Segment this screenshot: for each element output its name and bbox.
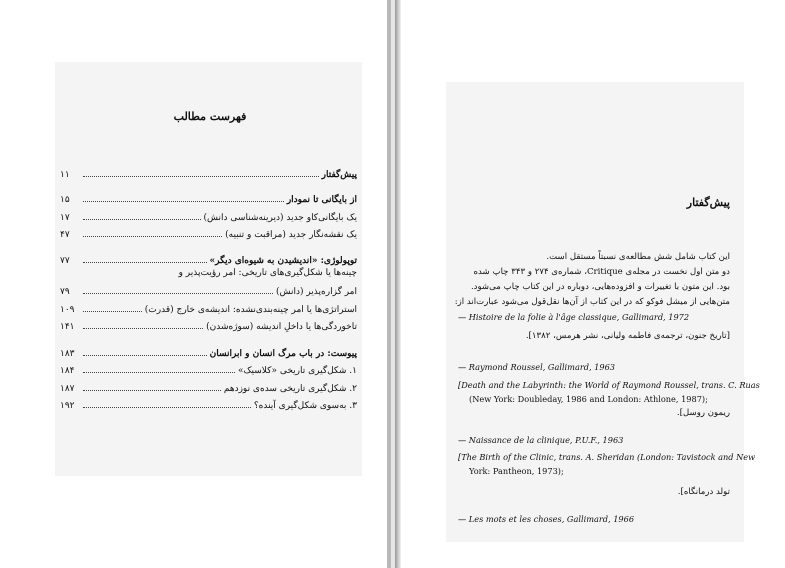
preface-line: بود. این متون با تغییرات و افزوده‌هایی، دوباره در این کتاب چاپ می‌شود. xyxy=(470,282,730,292)
translation-note: [تاریخ جنون، ترجمه‌ی فاطمه ولیانی، نشر هرمس، ۱۳۸۲]. xyxy=(525,331,730,341)
toc-leader xyxy=(83,201,284,202)
toc-leader xyxy=(83,236,222,237)
toc-leader xyxy=(83,311,142,312)
toc-leader xyxy=(83,390,221,391)
toc-label: پیوست: در باب مرگ انسان و ابرانسان xyxy=(209,349,357,359)
toc-page-number: ۱۸۳ xyxy=(60,349,75,359)
toc-entry xyxy=(60,191,357,205)
toc-leader xyxy=(83,262,207,263)
toc-page-number: ۱۹۲ xyxy=(60,401,75,411)
preface-line: متن‌هایی از میشل فوکو که در این کتاب از آن‌ها نقل‌قول می‌شود عبارت‌اند از: xyxy=(454,297,730,307)
toc-label: یک نقشه‌نگار جدید (مراقبت و تنبیه) xyxy=(225,230,357,240)
toc-entry xyxy=(60,166,357,180)
toc-leader xyxy=(83,328,203,329)
toc-page-number: ۱۴۱ xyxy=(60,322,75,332)
toc-label: ۱. شکل‌گیری تاریخی «کلاسیک» xyxy=(237,366,357,376)
toc-page-number: ۴۷ xyxy=(60,230,70,240)
preface-title: پیش‌گفتار xyxy=(686,196,730,209)
toc-page-number: ۱۸۷ xyxy=(60,384,75,394)
toc-page-number: ۷۷ xyxy=(60,256,70,266)
toc-leader xyxy=(83,219,201,220)
toc-label: ۲. شکل‌گیری تاریخی سده‌ی نوزدهم xyxy=(223,384,357,394)
toc-label: استراتژی‌ها یا امر چینه‌بندی‌نشده: اندیشه‌ی خارج (قدرت) xyxy=(144,305,357,315)
toc-page-number: ۱۷ xyxy=(60,213,70,223)
preface-line: دو متن اول نخست در مجله‌ی Critique، شماره‌ی ۲۷۴ و ۳۴۳ چاپ شده xyxy=(473,267,730,277)
toc-label: یک بایگانی‌کاو جدید (دیرینه‌شناسی دانش) xyxy=(203,213,357,223)
bibliography-entry: — Naissance de la clinique, P.U.F., 1963 xyxy=(458,435,624,445)
toc-entry xyxy=(60,318,357,332)
toc-label: از بایگانی تا نمودار xyxy=(286,195,357,205)
toc-leader xyxy=(83,355,207,356)
toc-label: تاخوردگی‌ها یا داخلِ اندیشه (سوژه‌شدن) xyxy=(206,322,357,332)
toc-leader xyxy=(83,407,251,408)
toc-entry xyxy=(60,226,357,240)
toc-entry xyxy=(60,345,357,359)
toc-label: توپولوژی: «اندیشیدن به شیوه‌ای دیگر» xyxy=(209,256,357,266)
toc-title: فهرست مطالب xyxy=(173,110,247,123)
toc-entry xyxy=(60,362,357,376)
page-gutter-shadow xyxy=(395,0,401,568)
translation-note: ریمون روسل]. xyxy=(676,408,730,418)
toc-entry xyxy=(60,380,357,394)
toc-leader xyxy=(83,293,273,294)
toc-page-number: ۱۸۴ xyxy=(60,366,75,376)
toc-entry xyxy=(60,209,357,223)
toc-entry xyxy=(60,283,357,297)
preface-line: این کتاب شامل شش مطالعه‌ی نسبتاً مستقل است. xyxy=(546,252,730,262)
toc-label-continued: چینه‌ها یا شکل‌گیری‌های تاریخی: امر رؤیت‌پذیر و xyxy=(178,268,357,278)
toc-leader xyxy=(83,176,319,177)
toc-entry xyxy=(60,301,357,315)
toc-page-number: ۷۹ xyxy=(60,287,70,297)
translation-note: تولد درمانگاه]. xyxy=(677,487,730,497)
toc-label: پیش‌گفتار xyxy=(321,170,357,180)
bibliography-entry: — Les mots et les choses, Gallimard, 1966 xyxy=(458,514,635,524)
toc-page-number: ۱۵ xyxy=(60,195,70,205)
toc-page-number: ۱۱ xyxy=(60,170,70,180)
toc-entry xyxy=(60,397,357,411)
toc-label: امر گزاره‌پذیر (دانش) xyxy=(275,287,357,297)
bibliography-entry: — Raymond Roussel, Gallimard, 1963 xyxy=(458,362,616,372)
bibliography-entry: — Histoire de la folie à l'âge classique, Gallimard, 1972 xyxy=(458,312,690,322)
toc-page-number: ۱۰۹ xyxy=(60,305,75,315)
bibliography-entry: York: Pantheon, 1973); xyxy=(469,466,564,476)
toc-leader xyxy=(83,372,235,373)
bibliography-entry: [Death and the Labyrinth: the World of Raymond Roussel, trans. C. Ruas xyxy=(458,380,760,390)
toc-entry xyxy=(60,252,357,266)
toc-label: ۳. به‌سوی شکل‌گیری آینده؟ xyxy=(253,401,357,411)
bibliography-entry: [The Birth of the Clinic, trans. A. Sheridan (London: Tavistock and New xyxy=(458,452,756,462)
bibliography-entry: (New York: Doubleday, 1986 and London: Athlone, 1987); xyxy=(469,394,708,404)
